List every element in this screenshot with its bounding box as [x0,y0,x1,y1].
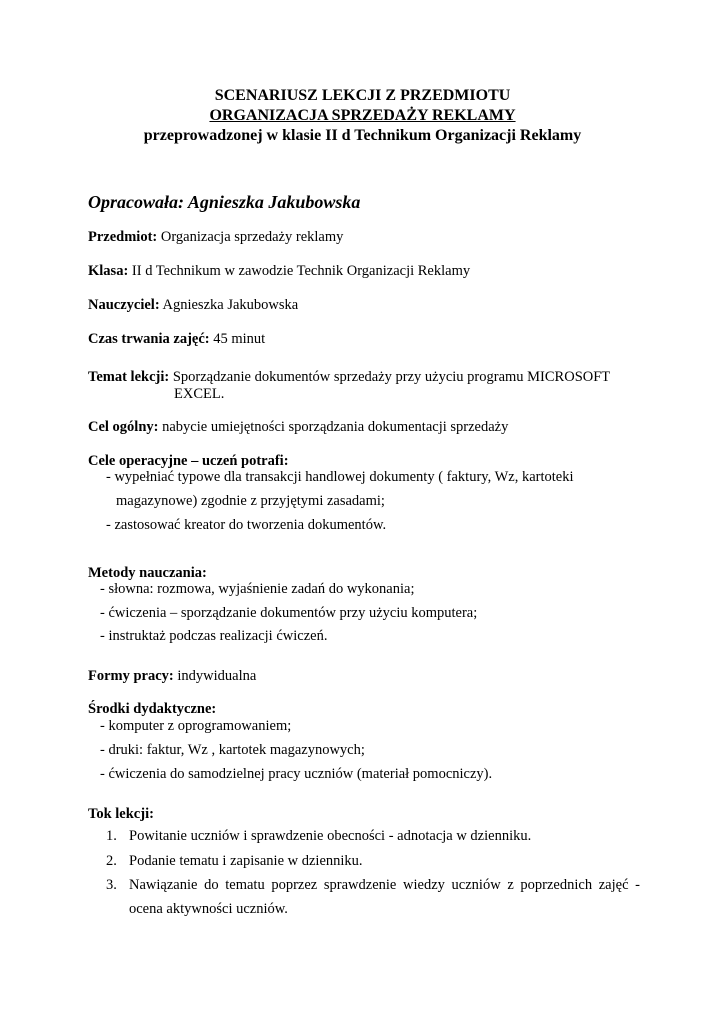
field-value: II d Technikum w zawodzie Technik Organizacji Reklamy [128,263,471,279]
tok-item-number: 3. [106,877,117,893]
cele-item-1: - wypełniać typowe dla transakcji handlowej dokumenty ( faktury, Wz, kartoteki [106,469,574,485]
metody-heading: Metody nauczania: [88,565,207,581]
tok-item-text: Nawiązanie do tematu poprzez sprawdzenie wiedzy uczniów z poprzednich zajęć - [129,877,640,893]
field-label: Nauczyciel: [88,297,160,313]
field-value: Agnieszka Jakubowska [159,297,299,313]
field-value: Sporządzanie dokumentów sprzedaży przy użyciu programu MICROSOFT [169,369,611,385]
tok-heading: Tok lekcji: [88,806,154,822]
document-title [0,86,725,146]
field-nauczyciel [88,296,298,314]
metody-item: - słowna: rozmowa, wyjaśnienie zadań do wykonania; [100,581,415,597]
title-line-2: ORGANIZACJA SPRZEDAŻY REKLAMY [209,107,516,124]
field-label: Klasa: [88,263,129,279]
field-temat [88,368,610,386]
srodki-item: - ćwiczenia do samodzielnej pracy uczniów (materiał pomocniczy). [100,766,493,782]
field-klasa [88,262,470,280]
field-label: Temat lekcji: [88,369,170,385]
metody-item: - instruktaż podczas realizacji ćwiczeń. [100,628,328,644]
field-formy [88,667,256,685]
field-przedmiot [88,228,343,246]
field-value: nabycie umiejętności sporządzania dokumentacji sprzedaży [158,419,509,435]
tok-item-number: 1. [106,828,117,844]
tok-item-text: Podanie tematu i zapisanie w dzienniku. [129,853,363,869]
srodki-item: - komputer z oprogramowaniem; [100,718,292,734]
cele-item-1-continuation: magazynowe) zgodnie z przyjętymi zasadami; [116,493,385,509]
srodki-heading: Środki dydaktyczne: [88,701,217,717]
field-label: Cel ogólny: [88,419,159,435]
title-line-3: przeprowadzonej w klasie II d Technikum Organizacji Reklamy [143,127,582,144]
field-label: Czas trwania zajęć: [88,331,210,347]
tok-item-text: Powitanie uczniów i sprawdzenie obecności - adnotacja w dzienniku. [129,828,532,844]
field-label: Formy pracy: [88,668,174,684]
field-value: Organizacja sprzedaży reklamy [157,229,344,245]
field-value: indywidualna [173,668,257,684]
cele-operacyjne-heading: Cele operacyjne – uczeń potrafi: [88,453,289,469]
field-temat-continuation: EXCEL. [174,386,225,402]
tok-item-number: 2. [106,853,117,869]
title-line-1: SCENARIUSZ LEKCJI Z PRZEDMIOTU [214,87,511,104]
field-cel [88,418,508,436]
cele-item-2: - zastosować kreator do tworzenia dokumentów. [106,517,387,533]
author-line: Opracowała: Agnieszka Jakubowska [88,192,361,212]
field-label: Przedmiot: [88,229,158,245]
field-czas [88,330,265,348]
field-value: 45 minut [209,331,266,347]
metody-item: - ćwiczenia – sporządzanie dokumentów przy użyciu komputera; [100,605,478,621]
srodki-item: - druki: faktur, Wz , kartotek magazynowych; [100,742,365,758]
tok-item-text-continuation: ocena aktywności uczniów. [129,901,288,917]
